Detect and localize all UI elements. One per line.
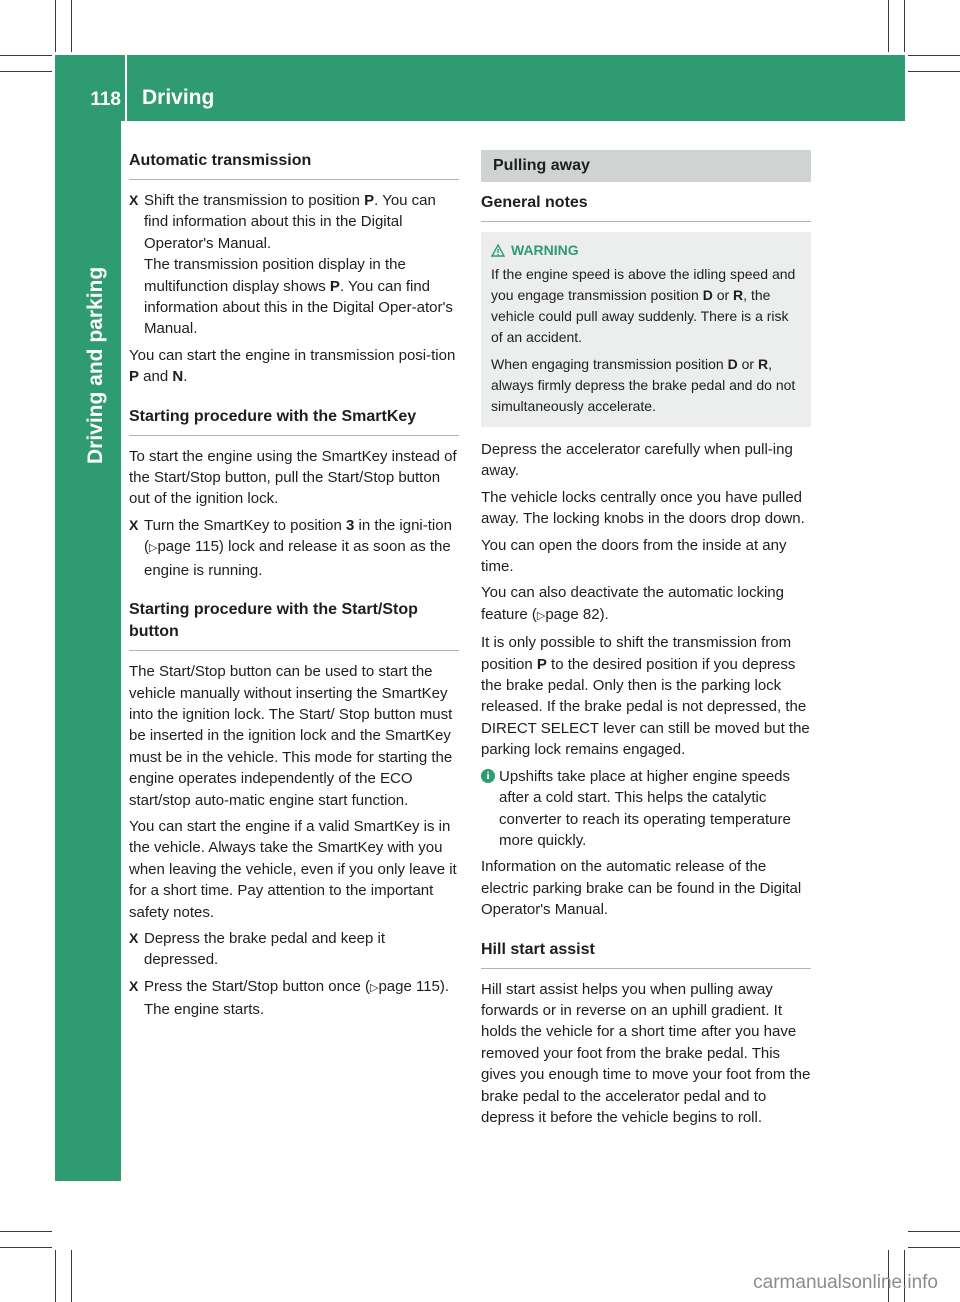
page-number: 118 bbox=[90, 89, 121, 110]
page-ref-arrow-icon: ▷ bbox=[149, 542, 158, 555]
paragraph: You can start the engine in transmission posi-tion P and N. bbox=[129, 346, 456, 386]
chapter-title: Driving and parking bbox=[84, 266, 107, 464]
crop-mark bbox=[0, 71, 52, 72]
warning-header bbox=[491, 240, 801, 261]
paragraph: You can also deactivate the automatic locking feature (▷page 82). bbox=[481, 584, 784, 623]
page-reference-link[interactable]: page 115). bbox=[378, 977, 450, 995]
crop-mark bbox=[908, 1231, 960, 1232]
warning-triangle-icon bbox=[491, 244, 505, 257]
chapter-title-vertical bbox=[81, 224, 111, 464]
paragraph: Hill start assist helps you when pulling away forwards or in reverse on an uphill gradient. It holds the vehicle for a short time after you have removed your foot from the brake pedal. This gives you enough time to move your foot from the brake pedal to the accelerator pedal and to depress it before the vehicle begins to roll. bbox=[481, 980, 811, 1126]
left-column bbox=[129, 150, 459, 1026]
info-icon: i bbox=[481, 769, 495, 783]
section-heading: General notes bbox=[481, 192, 811, 222]
info-note: i Upshifts take place at higher engine speeds after a cold start. This helps the catalytic converter to reach its operating temperature more quickly. bbox=[481, 766, 811, 852]
step-arrow-icon: X bbox=[129, 192, 139, 208]
crop-mark bbox=[71, 1250, 72, 1302]
section-heading: Starting procedure with the SmartKey bbox=[129, 406, 459, 436]
header-divider bbox=[125, 55, 127, 121]
crop-mark bbox=[904, 0, 905, 52]
page-ref-arrow-icon: ▷ bbox=[369, 981, 379, 994]
page-reference-link[interactable]: page 82). bbox=[545, 605, 609, 623]
section-heading: Hill start assist bbox=[481, 939, 811, 969]
crop-mark bbox=[908, 1247, 960, 1248]
crop-mark bbox=[0, 1247, 52, 1248]
crop-mark bbox=[908, 71, 960, 72]
warning-text: When engaging transmission position D or R, always firmly depress the brake pedal and do not simultaneously accelerate. bbox=[491, 356, 796, 414]
paragraph: To start the engine using the SmartKey instead of the Start/Stop button, pull the Start/Stop button out of the ignition lock. bbox=[129, 447, 457, 508]
paragraph: It is only possible to shift the transmission from position P to the desired position if you depress the brake pedal. Only then is the parking lock released. If the brake pedal is not depressed, the DIRECT SELECT lever can still be moved but the parking lock remains engaged. bbox=[481, 634, 810, 759]
instruction-step: X Press the Start/Stop button once (▷page 115). The engine starts. bbox=[129, 977, 450, 1019]
paragraph: You can open the doors from the inside at any time. bbox=[481, 536, 787, 576]
instruction-step: X Turn the SmartKey to position 3 in the igni-tion (▷page 115) lock and release it as soon as the engine is running. bbox=[129, 516, 452, 579]
warning-text: If the engine speed is above the idling speed and you engage transmission position D or R, the vehicle could pull away suddenly. There is a risk of an accident. bbox=[491, 266, 796, 345]
section-heading: Automatic transmission bbox=[129, 150, 459, 180]
crop-mark bbox=[55, 1250, 56, 1302]
topic-band: Pulling away bbox=[481, 150, 811, 182]
paragraph: You can start the engine if a valid SmartKey is in the vehicle. Always take the SmartKey with you when leaving the vehicle, even if you only leave it for a short time. Pay attention to the important safety notes. bbox=[129, 817, 457, 921]
crop-mark bbox=[71, 0, 72, 52]
paragraph: The Start/Stop button can be used to start the vehicle manually without inserting the SmartKey into the ignition lock. The Start/ Stop button must be inserted in the ignition lock and the SmartKey must be in the vehicle. This mode for starting the engine operates independently of the ECO start/stop auto-matic engine start function. bbox=[129, 663, 453, 809]
paragraph: Information on the automatic release of the electric parking brake can be found in the Digital Operator's Manual. bbox=[481, 858, 802, 919]
crop-mark bbox=[55, 0, 56, 52]
page-header-bar bbox=[55, 55, 905, 121]
page-ref-arrow-icon: ▷ bbox=[536, 609, 546, 622]
warning-label: WARNING bbox=[511, 242, 579, 258]
page-reference-link[interactable]: page 115) lock and release it as soon as the engine is running. bbox=[144, 538, 451, 579]
step-arrow-icon: X bbox=[129, 977, 139, 994]
running-head: Driving bbox=[142, 86, 215, 109]
section-heading: Starting procedure with the Start/Stop button bbox=[129, 599, 459, 651]
warning-box bbox=[481, 232, 811, 427]
crop-mark bbox=[0, 1231, 52, 1232]
crop-mark bbox=[0, 55, 52, 56]
instruction-step: X Depress the brake pedal and keep it depressed. bbox=[129, 929, 385, 969]
crop-mark bbox=[888, 0, 889, 52]
watermark: carmanualsonline.info bbox=[753, 1272, 938, 1293]
right-column bbox=[481, 150, 811, 1133]
paragraph: Depress the accelerator carefully when pull-ing away. bbox=[481, 441, 793, 480]
step-arrow-icon: X bbox=[129, 929, 139, 946]
paragraph: The vehicle locks centrally once you have pulled away. The locking knobs in the doors drop down. bbox=[481, 488, 805, 528]
step-arrow-icon: X bbox=[129, 516, 139, 533]
instruction-step: X Shift the transmission to position P. You can find information about this in the Digital Operator's Manual. The transmission position display in the multifunction display shows P. You can find information about this in the Digital Oper-ator's Manual. bbox=[129, 192, 453, 338]
crop-mark bbox=[908, 55, 960, 56]
